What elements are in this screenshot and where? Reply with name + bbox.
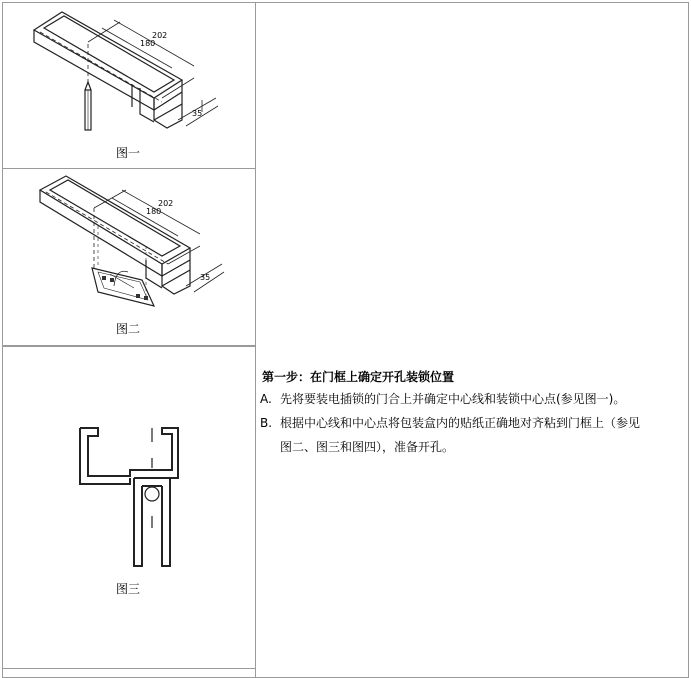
dim-label-180: 180 [140,39,156,48]
instruction-item-a [260,388,625,410]
dim-label-202: 202 [152,31,168,40]
instruction-item-b [260,412,640,434]
item-b-text-line2: 图二、图三和图四），准备开孔。 [280,440,455,454]
figure-4-cell [2,668,256,678]
instructions-cell [255,2,689,678]
item-b-letter: B. [260,416,273,430]
figure-2-caption: 图二 [115,322,140,336]
dim-label-35-b: 35 [200,273,211,282]
dim-label-35: 35 [192,109,203,118]
dim-label-180-b: 180 [146,207,162,216]
dim-label-202-b: 202 [158,199,174,208]
item-b-text-line1: 根据中心线和中心点将包装盒内的贴纸正确地对齐粘到门框上（参见 [280,416,641,430]
figure-3-drawing [2,346,256,670]
item-a-text: 先将要装电插锁的门合上并确定中心线和装锁中心点(参见图一)。 [280,392,626,406]
figure-3-caption: 图三 [115,582,140,596]
step-1-title: 第一步：在门框上确定开孔装锁位置 [262,370,455,384]
instruction-item-b-cont [280,436,454,458]
figure-1-caption: 图一 [115,146,140,160]
item-a-letter: A. [260,392,272,406]
